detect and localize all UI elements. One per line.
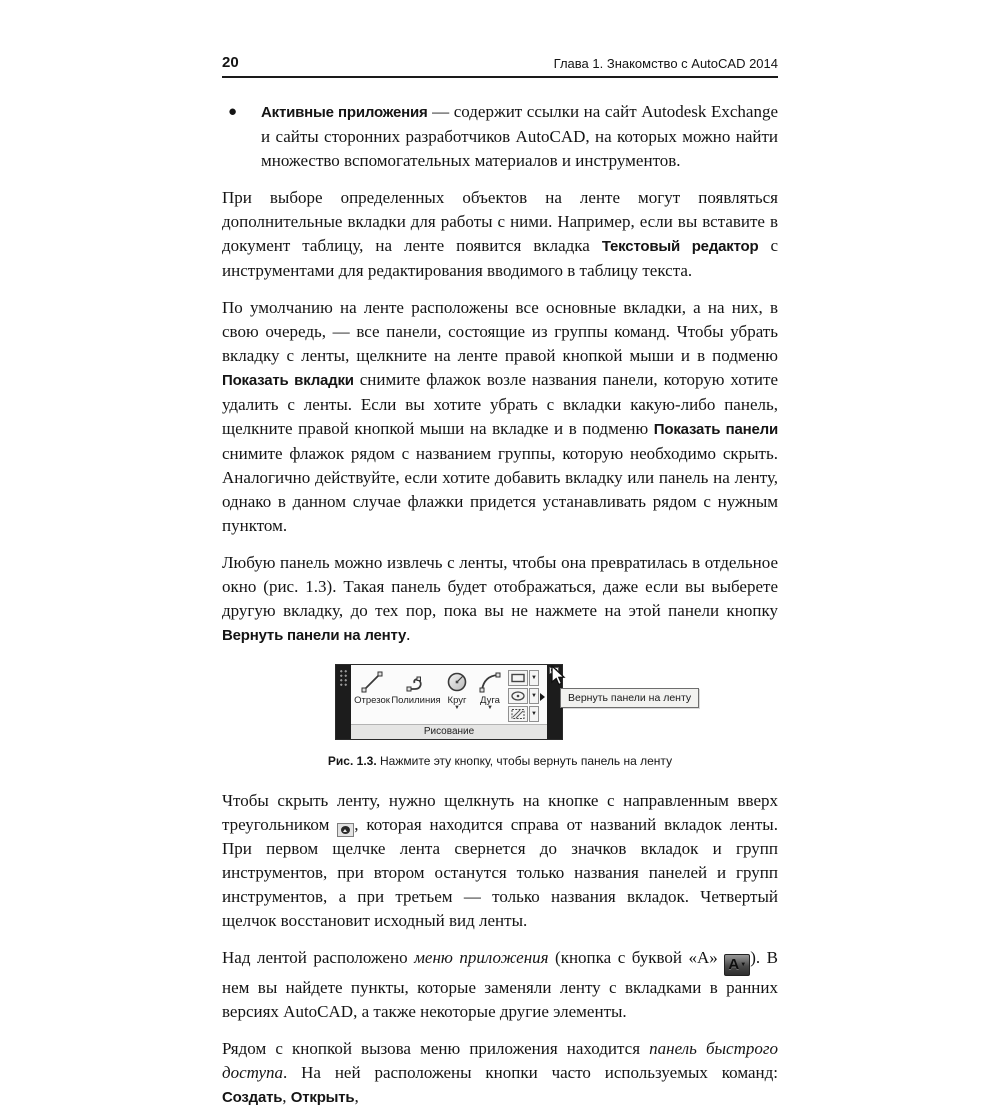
bullet-text	[261, 100, 778, 173]
text-run: ,	[282, 1086, 291, 1106]
tooltip: Вернуть панели на ленту	[560, 688, 699, 708]
running-head	[222, 54, 778, 78]
paragraph-1	[222, 186, 778, 283]
tool-button-arc	[474, 667, 506, 725]
ellipse-tool-button	[508, 688, 528, 704]
text-run: При выборе определенных объектов на ленте могут появляться дополнительные вкладки для работы с ними. Например, если вы вставите в документ таблицу, на ленте появится вкладка	[222, 188, 778, 255]
bullet-marker: ●	[228, 104, 238, 120]
italic-term: панель быстрого доступа	[222, 1038, 778, 1082]
tool-button-circle	[440, 667, 474, 725]
floating-panel-drawing	[335, 664, 563, 740]
tool-label: Отрезок	[354, 695, 390, 706]
hatch-icon	[510, 708, 526, 720]
arc-icon	[477, 670, 503, 694]
panel-tools	[352, 667, 506, 725]
text-run: Любую панель можно извлечь с ленты, чтобы она превратилась в отдельное окно (рис. 1.3). Такая панель будет отображаться, даже если вы выберете другую вкладку, до тех пор, пока вы не нажмете на этой панели кнопку	[222, 553, 778, 620]
minimize-triangle-glyph	[341, 826, 350, 834]
dropdown-arrow-button: ▼	[529, 706, 539, 722]
small-button-row	[508, 670, 539, 686]
paragraph-3	[222, 551, 778, 648]
text-run: с инструментами для редактирования вводимого в таблицу текста.	[222, 236, 779, 280]
circle-icon	[444, 670, 470, 694]
ellipse-icon	[510, 690, 526, 702]
tool-button-polyline	[392, 667, 440, 725]
figure-1-3	[222, 664, 778, 776]
app-menu-letter: A	[728, 956, 740, 973]
bold-term: Создать	[222, 1088, 283, 1106]
line-icon	[359, 670, 385, 694]
flyout-arrow-icon: ▼	[454, 705, 460, 711]
bold-term: Показать вкладки	[222, 372, 354, 389]
figure-caption-label: Рис. 1.3.	[327, 754, 377, 768]
panel-expand-arrow-icon	[540, 693, 545, 701]
italic-term: меню приложения	[414, 948, 549, 967]
bold-term: Открыть	[290, 1088, 355, 1106]
figure-caption-text: Нажмите эту кнопку, чтобы вернуть панель на ленту	[376, 754, 673, 768]
text-run: Чтобы скрыть ленту, нужно щелкнуть на кнопке с направленным вверх треугольником	[222, 791, 778, 834]
bullet-item	[222, 100, 778, 173]
text-run: снимите флажок возле названия панели, которую хотите удалить с ленты. Если вы хотите убрать с вкладки какую-либо панель, щелкните правой кнопкой мыши на вкладке и в подменю	[222, 370, 779, 438]
ribbon-minimize-icon	[337, 823, 354, 837]
tool-label: Круг	[447, 695, 467, 706]
hatch-tool-button	[508, 706, 528, 722]
page-number: 20	[222, 54, 239, 71]
panel-small-buttons	[508, 670, 539, 722]
text-run: ,	[354, 1086, 359, 1106]
dropdown-arrow-button: ▼	[529, 688, 539, 704]
paragraph-2	[222, 296, 778, 538]
figure-caption	[222, 754, 778, 768]
paragraph-5	[222, 946, 778, 1024]
text-run: — содержит ссылки на сайт Autodesk Exchange и сайты сторонних разработчиков AutoCAD, на которых можно найти множество вспомогательных материалов и инструментов.	[261, 102, 779, 170]
grip-dots-icon	[339, 669, 348, 687]
text-run: .	[406, 625, 411, 644]
bold-term: Активные приложения	[261, 104, 428, 121]
text-run: По умолчанию на ленте расположены все основные вкладки, а на них, в свою очередь, — все панели, состоящие из группы команд. Чтобы убрать вкладку с ленты, щелкните на ленте правой кнопкой мыши и в подменю	[222, 298, 778, 365]
small-button-row	[508, 688, 539, 704]
tool-label: Дуга	[480, 695, 500, 706]
text-run: ). В нем вы найдете пункты, которые заменяли ленту с вкладками в ранних версиях AutoCAD, а также некоторые другие элементы.	[222, 948, 779, 1021]
text-run: Над лентой расположено	[222, 948, 415, 967]
bold-term: Вернуть панели на ленту	[222, 627, 407, 644]
bold-term: Показать панели	[653, 421, 778, 438]
text-run: (кнопка с буквой «А»	[548, 948, 725, 967]
flyout-arrow-icon: ▼	[487, 705, 493, 711]
panel-drag-strip-left	[336, 665, 351, 739]
small-button-row	[508, 706, 539, 722]
page-content	[222, 54, 778, 1110]
chapter-title: Глава 1. Знакомство с AutoCAD 2014	[553, 56, 778, 71]
polyline-icon	[403, 670, 429, 694]
tool-button-line	[352, 667, 392, 725]
text-run: . На ней расположены кнопки часто используемых команд:	[283, 1062, 778, 1082]
rectangle-tool-button	[508, 670, 528, 686]
rectangle-icon	[510, 672, 526, 684]
paragraph-6	[222, 1037, 778, 1110]
panel-title-bar: Рисование	[351, 724, 547, 739]
mouse-cursor-icon	[549, 665, 567, 689]
dropdown-arrow-button: ▼	[529, 670, 539, 686]
app-menu-a-icon	[724, 954, 750, 976]
text-run: Рядом с кнопкой вызова меню приложения находится	[222, 1038, 650, 1058]
tool-label: Полилиния	[391, 695, 441, 706]
dropdown-arrow-icon: ▼	[740, 961, 747, 968]
bold-term: Текстовый редактор	[601, 238, 759, 255]
paragraph-4	[222, 789, 778, 933]
text-run: , которая находится справа от названий вкладок ленты. При первом щелчке лента свернется до значков вкладок и групп инструментов, при втором останутся только названия панелей и групп инструментов, а при третьем — только названия вкладок. Четвертый щелчок восстановит исходный вид ленты.	[222, 815, 778, 930]
text-run: снимите флажок рядом с названием группы, которую необходимо скрыть. Аналогично действуйте, если хотите добавить вкладку или панель на ленту, однако в данном случае флажки придется устанавливать рядом с нужным пунктом.	[222, 444, 778, 535]
